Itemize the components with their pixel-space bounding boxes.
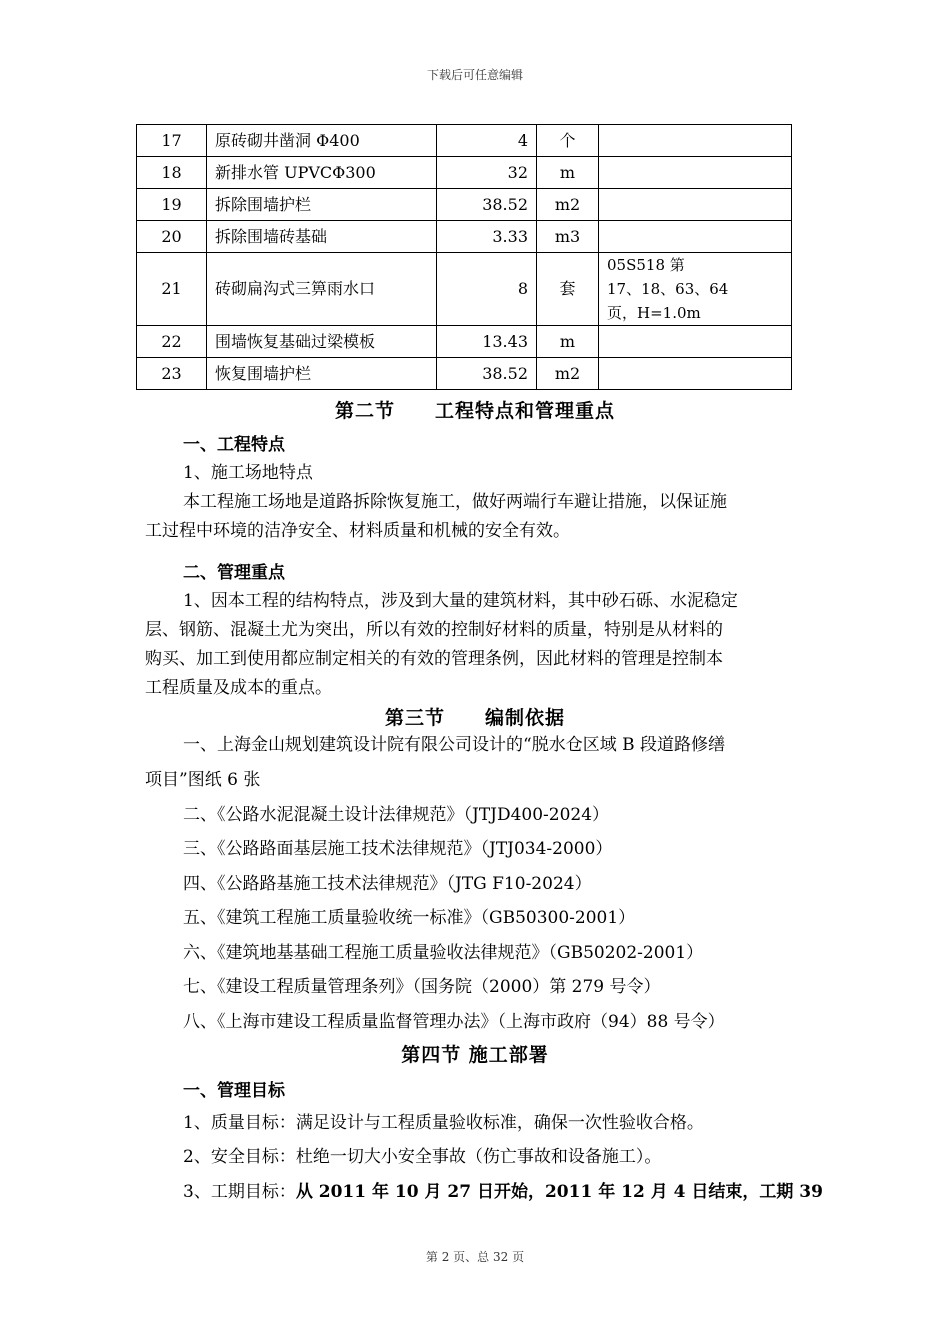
section2-heading-1: 一、工程特点 <box>183 435 285 455</box>
section2-title: 第二节 工程特点和管理重点 <box>334 400 615 422</box>
row-remark <box>599 221 792 253</box>
row-number: 21 <box>137 253 207 326</box>
section2-para-3-line-3: 购买、加工到使用都应制定相关的有效的管理条例，因此材料的管理是控制本 <box>145 649 723 669</box>
row-unit: m2 <box>537 358 599 390</box>
row-item: 拆除围墙砖基础 <box>207 221 437 253</box>
basis-4: 四、《公路路基施工技术法律规范》（JTG F10-2024） <box>183 874 592 894</box>
row-quantity: 13.43 <box>437 326 537 358</box>
row-number: 17 <box>137 125 207 157</box>
row-remark <box>599 358 792 390</box>
row-remark <box>599 253 792 326</box>
page-number: 第 2 页、总 32 页 <box>425 1250 525 1264</box>
section2-para-2-line-2: 工过程中环境的洁净安全、材料质量和机械的安全有效。 <box>145 521 570 541</box>
remark-line: 页，H=1.0m <box>607 304 701 322</box>
row-item: 拆除围墙护栏 <box>207 189 437 221</box>
row-remark <box>599 189 792 221</box>
row-item: 围墙恢复基础过梁模板 <box>207 326 437 358</box>
row-unit: m <box>537 326 599 358</box>
basis-1-line-1: 一、上海金山规划建筑设计院有限公司设计的“脱水仓区域 B 段道路修缮 <box>183 735 725 755</box>
row-quantity: 38.52 <box>437 189 537 221</box>
row-item: 砖砌扁沟式三箅雨水口 <box>207 253 437 326</box>
row-remark <box>599 326 792 358</box>
section2-para-3-line-4: 工程质量及成本的重点。 <box>145 678 332 698</box>
section4-title: 第四节 施工部署 <box>401 1044 549 1066</box>
quantity-table-body <box>137 125 792 390</box>
basis-1-line-2: 项目”图纸 6 张 <box>145 770 261 790</box>
header-note: 下载后可任意编辑 <box>426 68 523 82</box>
table-row <box>137 221 792 253</box>
row-number: 22 <box>137 326 207 358</box>
basis-8: 八、《上海市建设工程质量监督管理办法》（上海市政府（94）88 号令） <box>183 1012 725 1032</box>
row-remark <box>599 125 792 157</box>
row-quantity: 4 <box>437 125 537 157</box>
section3-title: 第三节 编制依据 <box>384 707 565 729</box>
row-remark <box>599 157 792 189</box>
remark-line: 17、18、63、64 <box>607 280 729 298</box>
section2-heading-2: 二、管理重点 <box>183 563 285 583</box>
row-quantity: 3.33 <box>437 221 537 253</box>
basis-6: 六、《建筑地基基础工程施工质量验收法律规范》（GB50202-2001） <box>183 943 704 963</box>
row-quantity: 8 <box>437 253 537 326</box>
remark-line: 05S518 第 <box>607 256 685 274</box>
row-item: 新排水管 UPVCΦ300 <box>207 157 437 189</box>
row-number: 20 <box>137 221 207 253</box>
basis-7: 七、《建设工程质量管理条列》（国务院（2000）第 279 号令） <box>183 977 661 997</box>
row-number: 23 <box>137 358 207 390</box>
row-unit: m <box>537 157 599 189</box>
row-unit: 套 <box>537 253 599 326</box>
section4-heading-1: 一、管理目标 <box>183 1081 285 1101</box>
section2-para-2-line-1: 本工程施工场地是道路拆除恢复施工，做好两端行车避让措施，以保证施 <box>183 492 727 512</box>
row-unit: m3 <box>537 221 599 253</box>
basis-2: 二、《公路水泥混凝土设计法律规范》（JTJD400-2024） <box>183 805 610 825</box>
section2-para-3-line-2: 层、钢筋、混凝土尤为突出，所以有效的控制好材料的质量，特别是从材料的 <box>145 620 723 640</box>
section2-para-1: 1、施工场地特点 <box>183 463 313 483</box>
goal-safety: 2、安全目标：杜绝一切大小安全事故（伤亡事故和设备施工）。 <box>183 1147 662 1167</box>
table-row <box>137 157 792 189</box>
goal-schedule <box>183 1177 863 1202</box>
basis-3: 三、《公路路面基层施工技术法律规范》（JTJ034-2000） <box>183 839 613 859</box>
table-row <box>137 189 792 221</box>
quantity-table <box>136 124 792 390</box>
table-row <box>137 253 792 326</box>
table-row <box>137 358 792 390</box>
row-item: 原砖砌井凿洞 Φ400 <box>207 125 437 157</box>
section2-para-3-line-1: 1、因本工程的结构特点，涉及到大量的建筑材料，其中砂石砾、水泥稳定 <box>183 591 738 611</box>
table-row <box>137 326 792 358</box>
goal-schedule-dates: 从 2011 年 10 月 27 日开始，2011 年 12 月 4 日结束，工期 39 <box>295 1182 823 1202</box>
basis-5: 五、《建筑工程施工质量验收统一标准》（GB50300-2001） <box>183 908 636 928</box>
row-unit: 个 <box>537 125 599 157</box>
row-number: 18 <box>137 157 207 189</box>
row-unit: m2 <box>537 189 599 221</box>
row-quantity: 32 <box>437 157 537 189</box>
goal-schedule-prefix: 3、工期目标： <box>183 1182 296 1202</box>
row-item: 恢复围墙护栏 <box>207 358 437 390</box>
row-quantity: 38.52 <box>437 358 537 390</box>
goal-quality: 1、质量目标：满足设计与工程质量验收标准，确保一次性验收合格。 <box>183 1113 704 1133</box>
table-row <box>137 125 792 157</box>
row-number: 19 <box>137 189 207 221</box>
